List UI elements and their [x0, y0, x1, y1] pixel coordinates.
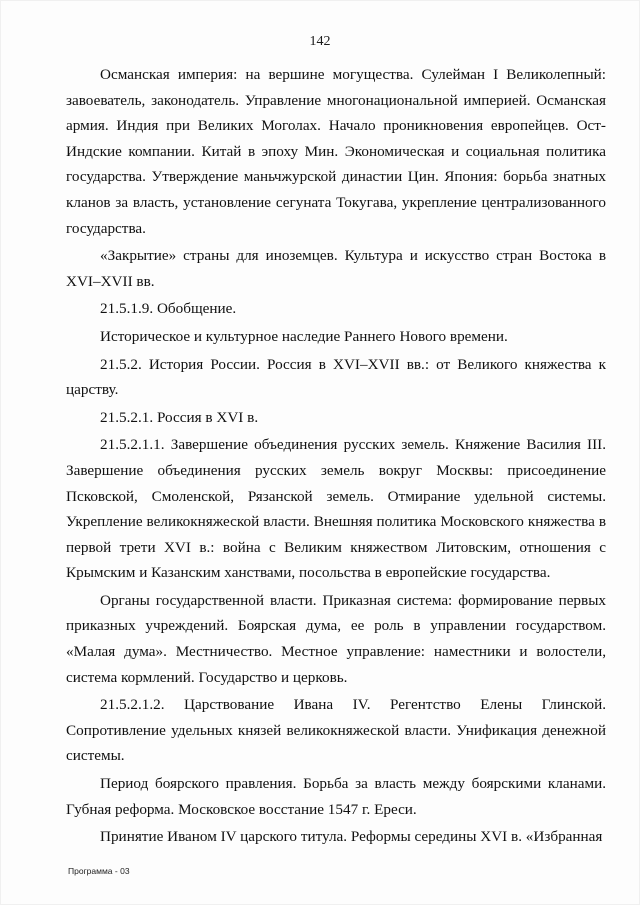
section-heading-21-5-2: 21.5.2. История России. Россия в XVI–XVII вв.: от Великого княжества к царству. [66, 355, 606, 399]
paragraph-heritage: Историческое и культурное наследие Раннего Нового времени. [100, 327, 508, 345]
section-heading-21-5-2-1: 21.5.2.1. Россия в XVI в. [100, 408, 259, 426]
page-footer: Программа - 03 [68, 866, 130, 876]
section-heading-21-5-1-9: 21.5.1.9. Обобщение. [100, 300, 237, 318]
paragraph-ottoman-asia: Османская империя: на вершине могущества. Сулейман I Великолепный: завоеватель, законодатель. Управление многонациональной империей. Османская армия. Индия при Великих Моголах. Начало проникновения европейцев. Ост-Индские компании. Китай в эпоху Мин. Экономическая и социальная политика государства. Утверждение маньчжурской династии Цин. Япония: борьба знатных кланов за власть, установление сегуната Токугава, укрепление централизованного государства. [66, 66, 606, 237]
page-number: 142 [309, 34, 331, 49]
document-body [66, 62, 606, 850]
paragraph-21-5-2-1-2: 21.5.2.1.2. Царствование Ивана IV. Регентство Елены Глинской. Сопротивление удельных князей великокняжеской власти. Унификация денежной системы. [66, 696, 606, 765]
paragraph-tsar-title: Принятие Иваном IV царского титула. Реформы середины XVI в. «Избранная [100, 828, 603, 846]
paragraph-closure-culture: «Закрытие» страны для иноземцев. Культура и искусство стран Востока в XVI–XVII вв. [66, 247, 606, 290]
paragraph-21-5-2-1-1: 21.5.2.1.1. Завершение объединения русских земель. Княжение Василия III. Завершение объединения русских земель вокруг Москвы: присоединение Псковской, Смоленской, Рязанской земель. Отмирание удельной системы. Укрепление великокняжеской власти. Внешняя политика Московского княжества в первой трети XVI в.: война с Великим княжеством Литовским, отношения с Крымским и Казанским ханствами, посольства в европейские государства. [66, 436, 606, 582]
paragraph-state-organs: Органы государственной власти. Приказная система: формирование первых приказных учреждений. Боярская дума, ее роль в управлении государством. «Малая дума». Местничество. Местное управление: наместники и волостели, система кормлений. Государство и церковь. [66, 591, 606, 686]
paragraph-boyar-rule: Период боярского правления. Борьба за власть между боярскими кланами. Губная реформа. Московское восстание 1547 г. Ереси. [66, 775, 606, 818]
